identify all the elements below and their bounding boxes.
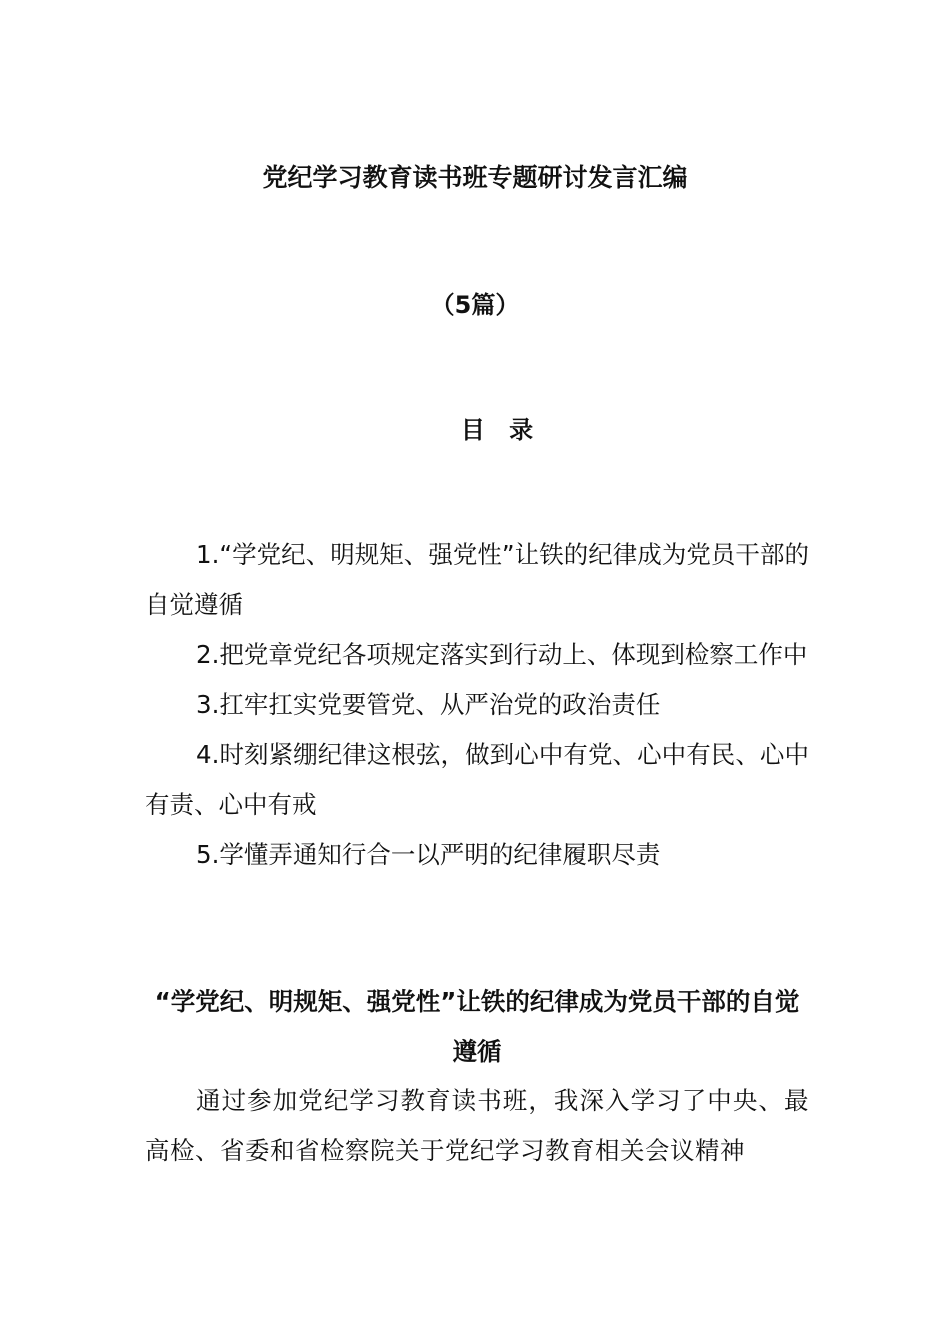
toc-item: 2.把党章党纪各项规定落实到行动上、体现到检察工作中: [196, 640, 808, 669]
document-title: 党纪学习教育读书班专题研讨发言汇编: [262, 163, 688, 192]
toc-heading: 目 录: [460, 416, 542, 444]
toc-item: 3.扛牢扛实党要管党、从严治党的政治责任: [196, 690, 661, 719]
section-title: “学党纪、明规矩、强党性”让铁的纪律成为党员干部的自觉遵循: [154, 987, 800, 1066]
document-subtitle: （5篇）: [430, 291, 520, 319]
toc-item: 1.“学党纪、明规矩、强党性”让铁的纪律成为党员干部的自觉遵循: [145, 540, 809, 619]
toc-item: 4.时刻紧绷纪律这根弦，做到心中有党、心中有民、心中有责、心中有戒: [145, 740, 809, 819]
toc-item: 5.学懂弄通知行合一以严明的纪律履职尽责: [196, 840, 661, 869]
body-paragraph: 通过参加党纪学习教育读书班，我深入学习了中央、最高检、省委和省检察院关于党纪学习教育相关会议精神: [145, 1086, 809, 1165]
table-of-contents: [145, 530, 809, 880]
